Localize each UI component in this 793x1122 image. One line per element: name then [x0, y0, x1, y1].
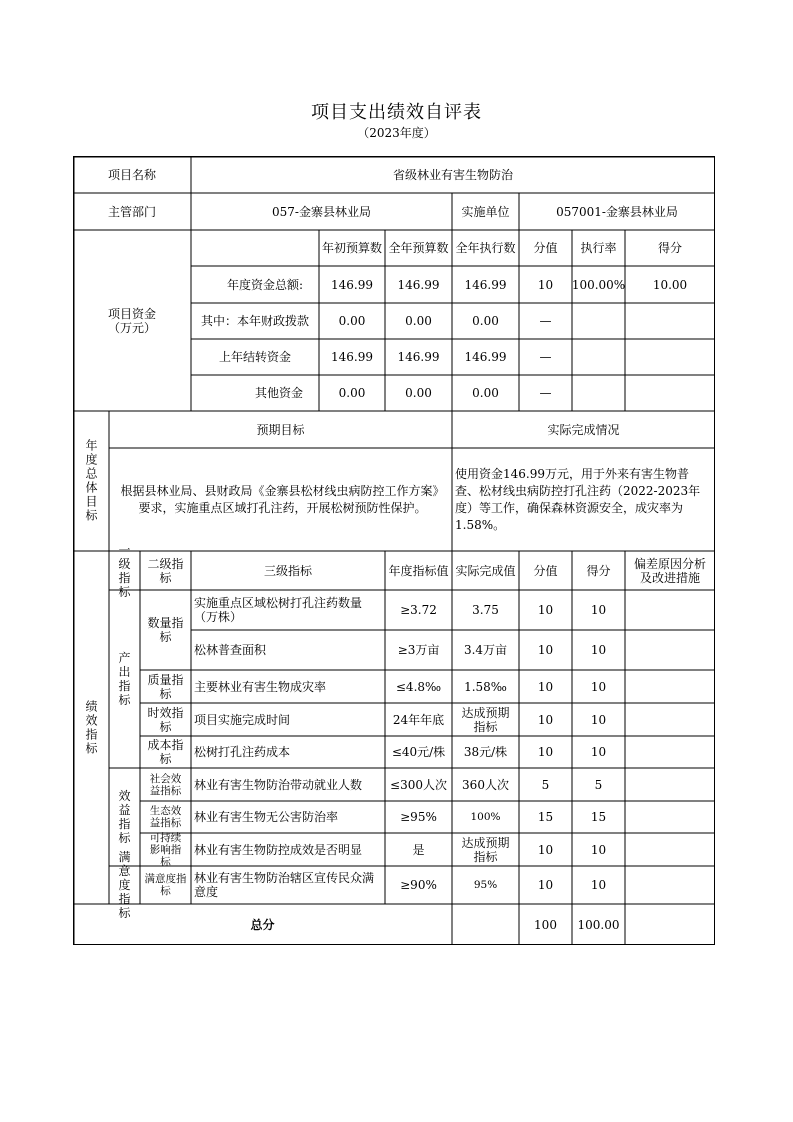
indicator-target: 24年年底: [392, 712, 445, 727]
l1-satisfaction: 满意度指标: [118, 850, 131, 920]
page-title: 项目支出绩效自评表: [311, 102, 482, 123]
indicator-target: ≤300人次: [390, 777, 447, 792]
indicator-name: 林业有害生物防治辖区宣传民众满意度: [194, 871, 375, 899]
project-name-value: 省级林业有害生物防治: [392, 167, 513, 182]
funds-section-label: 项目资金 （万元）: [107, 306, 156, 335]
indicator-target: ≤4.8‰: [395, 679, 442, 694]
l2-cost: 成本指标: [147, 738, 184, 766]
indicator-score: 15: [590, 810, 607, 824]
indicator-score: 5: [594, 777, 603, 792]
indicator-name: 林业有害生物无公害防治率: [194, 810, 339, 824]
funds-cell-score: [625, 375, 715, 411]
indicator-score: 10: [590, 745, 607, 759]
perf-header-l3: 三级指标: [263, 563, 312, 578]
indicator-actual: 100%: [470, 811, 501, 823]
funds-cell-full: 146.99: [397, 350, 440, 364]
funds-cell-init: 146.99: [331, 350, 373, 364]
l1-benefit: 效益指标: [118, 789, 131, 845]
goals-section-label: 年度总体目标: [84, 439, 98, 523]
indicator-score: 10: [590, 878, 607, 892]
funds-row-label: 其中：本年财政拨款: [200, 314, 309, 328]
funds-cell-score: [625, 339, 715, 375]
indicator-name: 林业有害生物防控成效是否明显: [194, 842, 363, 857]
total-score: 100.00: [577, 917, 620, 932]
funds-cell-exec: 146.99: [464, 350, 507, 364]
l2-quality: 质量指标: [147, 672, 184, 701]
funds-cell-init: 0.00: [338, 386, 366, 400]
funds-cell-init: 146.99: [331, 277, 373, 292]
l2-social: 社会效益指标: [149, 772, 182, 797]
funds-cell-full: 146.99: [397, 277, 440, 292]
indicator-score-value: 10: [537, 745, 554, 759]
actual-result-header: 实际完成情况: [547, 422, 620, 437]
indicator-name: 主要林业有害生物成灾率: [194, 679, 327, 694]
indicator-score-value: 10: [537, 842, 554, 857]
funds-cell-full: 0.00: [405, 386, 432, 400]
indicator-target: ≥90%: [400, 878, 437, 892]
indicator-score-value: 15: [537, 810, 554, 824]
perf-header-l2: 二级指标: [147, 556, 184, 585]
funds-cell-score-value: —: [539, 386, 552, 400]
l2-time: 时效指标: [147, 705, 184, 734]
indicator-actual: 360人次: [462, 777, 509, 792]
indicator-target: ≥3.72: [400, 603, 437, 617]
indicator-actual: 38元/株: [463, 745, 508, 759]
self-evaluation-table: [73, 156, 715, 945]
project-name-label: 项目名称: [107, 167, 156, 182]
funds-header-full: 全年预算数: [388, 241, 449, 255]
indicator-actual: 3.4万亩: [463, 643, 508, 657]
perf-header-score: 得分: [586, 563, 611, 578]
funds-cell-rate: [572, 303, 625, 339]
total-label: 总分: [250, 917, 275, 932]
perf-section-label: 绩效指标: [84, 699, 98, 756]
indicator-actual: 1.58‰: [464, 679, 507, 694]
indicator-score: 10: [590, 842, 607, 857]
funds-cell-score: 10.00: [652, 277, 688, 292]
year-subtitle: （2023年度）: [357, 126, 436, 140]
l2-sustain: 可持续影响指标: [149, 831, 182, 868]
perf-header-target: 年度指标值: [388, 563, 449, 578]
funds-row-label: 其他资金: [254, 386, 303, 400]
indicator-score: 10: [590, 712, 607, 727]
actual-result-text: 使用资金146.99万元，用于外来有害生物普查、松材线虫病防控打孔注药（2022-2023年度）等工作，确保森林资源安全，成灾率为1.58%。: [455, 466, 701, 532]
funds-cell-init: 0.00: [338, 314, 366, 328]
indicator-target: ≥95%: [400, 810, 437, 824]
indicator-name: 林业有害生物防治带动就业人数: [194, 777, 363, 792]
expected-goal-header: 预期目标: [256, 422, 305, 437]
impl-unit-value: 057001-金寨县林业局: [556, 204, 678, 219]
indicator-target: ≤40元/株: [391, 745, 446, 759]
funds-header-exec: 全年执行数: [455, 241, 516, 255]
indicator-name: 项目实施完成时间: [194, 712, 291, 727]
indicator-target: ≥3万亩: [397, 643, 440, 657]
funds-cell-full: 0.00: [405, 314, 432, 328]
expected-goal-text: 根据县林业局、县财政局《金寨县松材线虫病防控工作方案》要求，实施重点区域打孔注药，开展松树预防性保护。: [120, 483, 445, 515]
dept-value: 057-金寨县林业局: [272, 204, 371, 219]
l2-satisfaction: 满意度指标: [144, 873, 187, 897]
funds-row-label: 上年结转资金: [218, 350, 291, 364]
indicator-name: 松树打孔注药成本: [194, 745, 291, 759]
funds-cell-rate: [572, 375, 625, 411]
indicator-actual: 达成预期指标: [461, 835, 510, 864]
indicator-score-value: 10: [537, 679, 554, 694]
funds-cell-score-value: 10: [537, 277, 554, 292]
impl-unit-label: 实施单位: [461, 204, 510, 219]
indicator-score-value: 5: [541, 777, 550, 792]
funds-header-score-value: 分值: [533, 241, 558, 255]
indicator-score-value: 10: [537, 643, 554, 657]
dept-label: 主管部门: [107, 204, 156, 219]
funds-cell-score-value: —: [539, 350, 552, 364]
l2-ecology: 生态效益指标: [149, 805, 182, 829]
indicator-score: 10: [590, 603, 607, 617]
perf-header-note: 偏差原因分析及改进措施: [633, 556, 706, 585]
indicator-score-value: 10: [537, 603, 554, 617]
funds-cell-score-value: —: [539, 314, 552, 328]
indicator-actual: 3.75: [472, 603, 499, 617]
indicator-target: 是: [412, 842, 425, 857]
indicator-score-value: 10: [537, 878, 554, 892]
indicator-name: 实施重点区域松树打孔注药数量（万株）: [194, 596, 363, 624]
indicator-name: 松林普查面积: [194, 643, 267, 657]
indicator-score: 10: [590, 679, 607, 694]
l2-quantity: 数量指标: [147, 616, 184, 644]
perf-header-score-value: 分值: [533, 563, 558, 578]
indicator-actual: 95%: [473, 879, 498, 891]
funds-cell-rate: 100.00%: [571, 277, 626, 292]
perf-header-actual: 实际完成值: [455, 563, 516, 578]
funds-header-rate: 执行率: [580, 241, 617, 255]
funds-header-init: 年初预算数: [321, 241, 382, 255]
l1-output: 产出指标: [118, 651, 131, 707]
funds-cell-exec: 146.99: [464, 277, 507, 292]
indicator-score: 10: [590, 643, 607, 657]
funds-cell-score: [625, 303, 715, 339]
funds-cell-exec: 0.00: [472, 386, 499, 400]
funds-header-score: 得分: [657, 241, 682, 255]
funds-cell-exec: 0.00: [472, 314, 499, 328]
total-score-value: 100: [534, 917, 557, 932]
indicator-actual: 达成预期指标: [461, 705, 510, 734]
perf-header-l1: 一级指标: [118, 542, 131, 599]
funds-cell-rate: [572, 339, 625, 375]
funds-row-label: 年度资金总额:: [226, 277, 303, 292]
indicator-score-value: 10: [537, 712, 554, 727]
